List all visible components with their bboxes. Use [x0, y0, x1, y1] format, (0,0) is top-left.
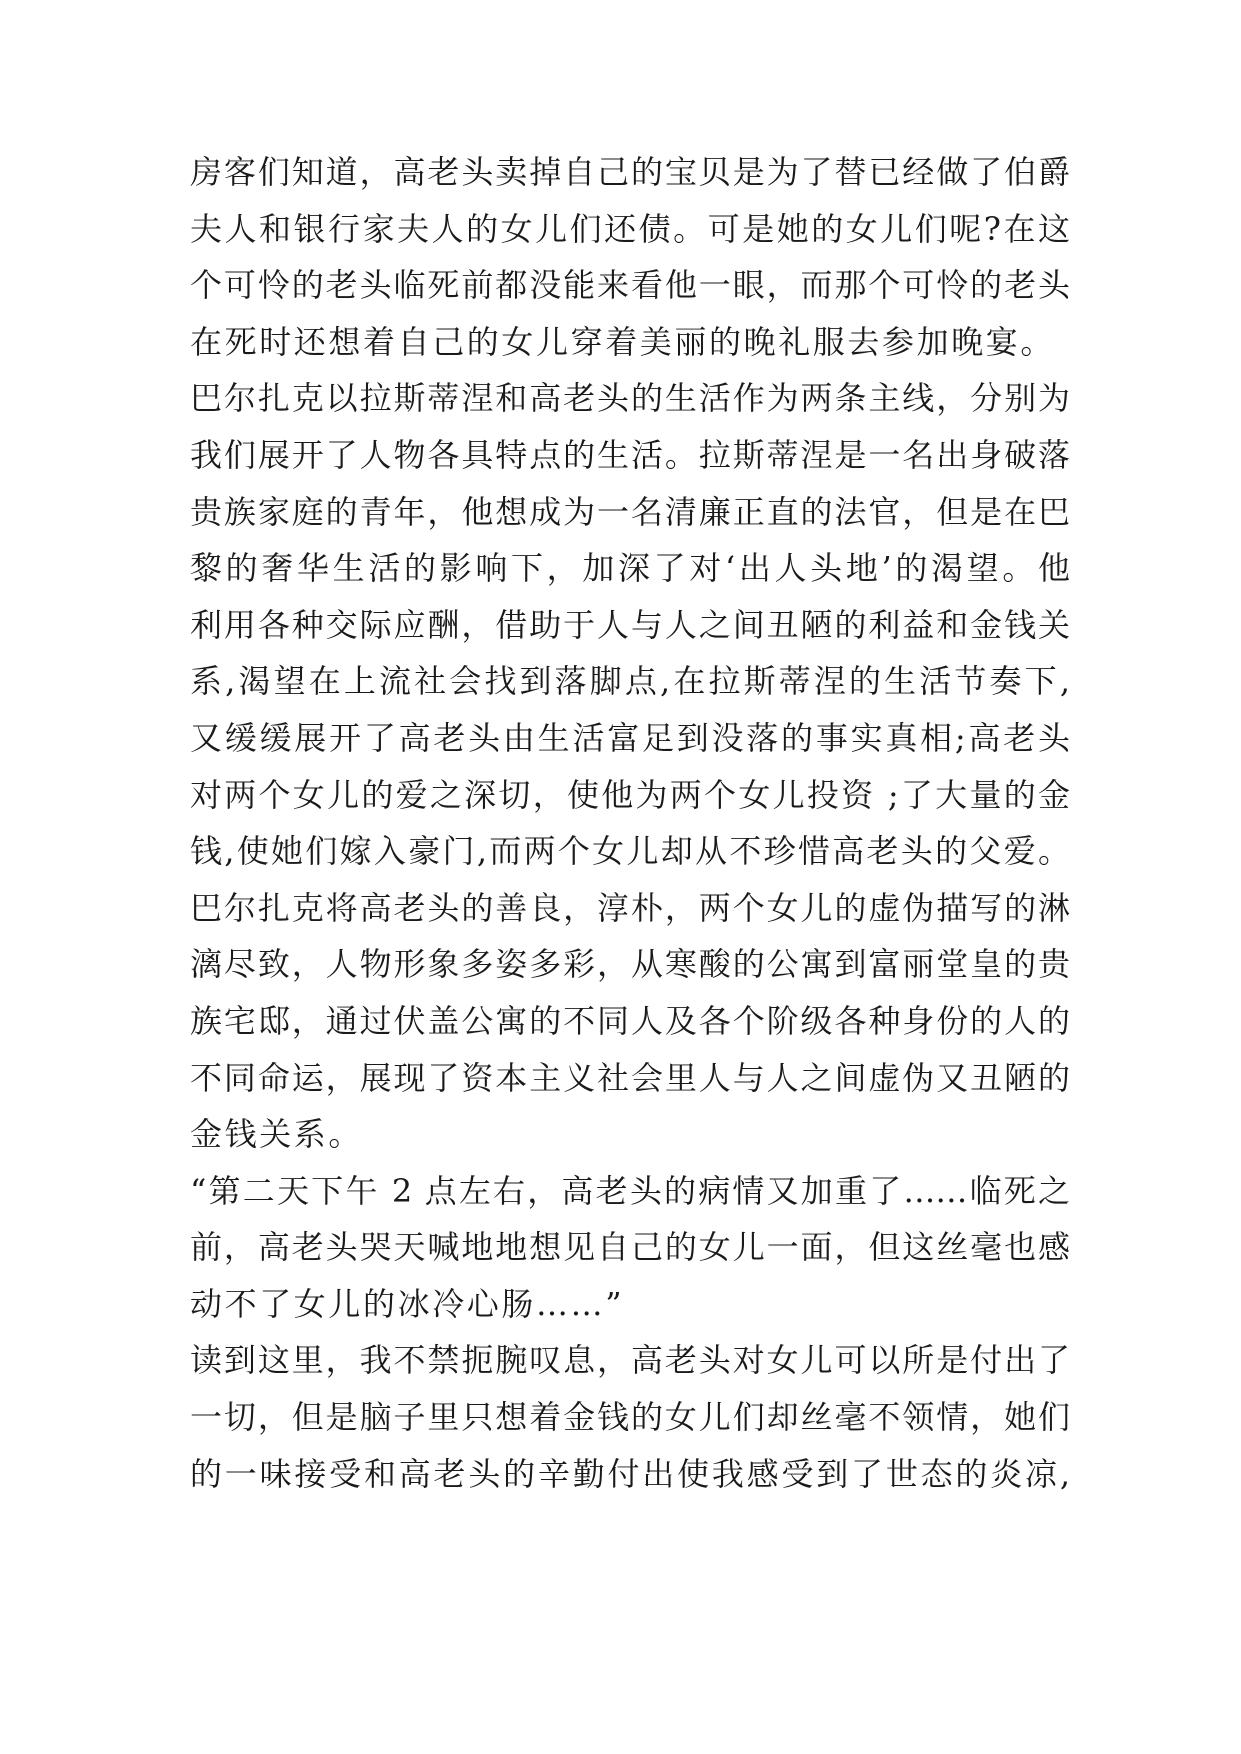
text-line: 夫人和银行家夫人的女儿们还债。可是她的女儿们呢?在这 [190, 209, 1070, 248]
text-line: 在死时还想着自己的女儿穿着美丽的晚礼服去参加晚宴。 [190, 322, 1056, 361]
text-line: 金钱关系。 [190, 1115, 364, 1154]
text-line: “第二天下午 2 点左右，高老头的病情又加重了……临死之 [190, 1171, 1070, 1210]
text-line: 一切，但是脑子里只想着金钱的女儿们却丝毫不领情，她们 [190, 1398, 1070, 1437]
text-line: 的一味接受和高老头的辛勤付出使我感受到了世态的炎凉, [190, 1454, 1070, 1493]
text-line: 钱,使她们嫁入豪门,而两个女儿却从不珍惜高老头的父爱。 [190, 832, 1070, 871]
text-line: 前，高老头哭天喊地地想见自己的女儿一面，但这丝毫也感 [190, 1228, 1070, 1267]
text-line: 对两个女儿的爱之深切，使他为两个女儿投资 ;了大量的金 [190, 775, 1070, 814]
text-line: 房客们知道，高老头卖掉自己的宝贝是为了替已经做了伯爵 [190, 153, 1070, 191]
text-line: 黎的奢华生活的影响下，加深了对‘出人头地’的渴望。他 [190, 549, 1070, 588]
text-line: 族宅邸，通过伏盖公寓的不同人及各个阶级各种身份的人的 [190, 1001, 1070, 1040]
body-text [190, 144, 1070, 1502]
text-line: 利用各种交际应酬，借助于人与人之间丑陋的利益和金钱关 [190, 605, 1070, 644]
text-line: 巴尔扎克以拉斯蒂涅和高老头的生活作为两条主线，分别为 [190, 379, 1070, 418]
text-line: 个可怜的老头临死前都没能来看他一眼，而那个可怜的老头 [190, 266, 1070, 305]
text-line: 读到这里，我不禁扼腕叹息，高老头对女儿可以所是付出了 [190, 1341, 1070, 1380]
text-line: 又缓缓展开了高老头由生活富足到没落的事实真相;高老头 [190, 718, 1070, 757]
text-line: 不同命运，展现了资本主义社会里人与人之间虚伪又丑陋的 [190, 1058, 1070, 1097]
text-line: 系,渴望在上流社会找到落脚点,在拉斯蒂涅的生活节奏下, [190, 662, 1070, 701]
text-line: 动不了女儿的冰冷心肠……” [190, 1284, 625, 1323]
text-line: 我们展开了人物各具特点的生活。拉斯蒂涅是一名出身破落 [190, 435, 1070, 474]
text-line: 漓尽致，人物形象多姿多彩，从寒酸的公寓到富丽堂皇的贵 [190, 945, 1070, 984]
text-line: 巴尔扎克将高老头的善良，淳朴，两个女儿的虚伪描写的淋 [190, 888, 1070, 927]
text-line: 贵族家庭的青年，他想成为一名清廉正直的法官，但是在巴 [190, 492, 1070, 531]
